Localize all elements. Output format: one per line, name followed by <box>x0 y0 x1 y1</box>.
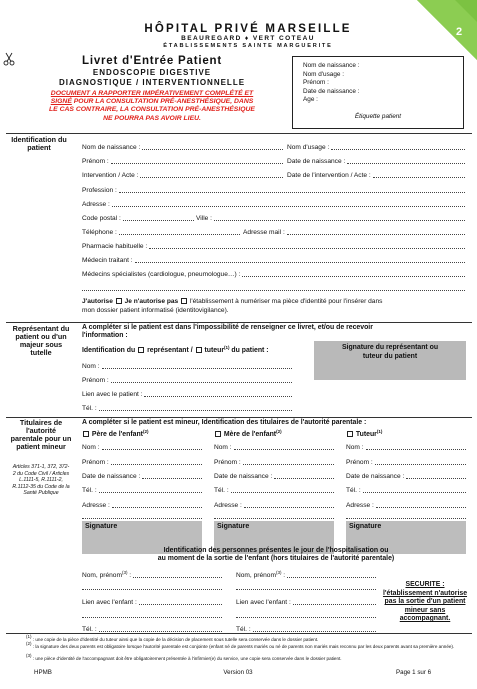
representant-lien[interactable] <box>82 390 292 398</box>
pere-prenom-label: Prénom : <box>82 459 109 466</box>
warning-text <box>18 90 286 123</box>
section-title-titulaires: Titulaires de l'autorité parentale pour un patient mineur <box>10 418 72 451</box>
presents-title1: Identification des personnes présentes le jour de l'hospitalisation ou <box>163 547 389 554</box>
label-pharmacie: Pharmacie habituelle : <box>82 243 148 250</box>
scissors-icon <box>3 52 15 66</box>
pere-checkbox[interactable] <box>83 431 89 437</box>
section-title-identification: Identification du patient <box>11 135 67 152</box>
field-pharmacie[interactable] <box>82 242 465 250</box>
autorise-pas-label: Je n'autorise pas <box>124 298 179 305</box>
field-specialistes[interactable] <box>82 270 465 278</box>
tuteur-prenom-label: Prénom : <box>346 459 373 466</box>
autorise-pas-checkbox[interactable] <box>181 298 187 304</box>
warning-underlined: DOCUMENT A RAPPORTER IMPÉRATIVEMENT COMPLÉTÉ ET <box>50 90 254 97</box>
footer-center: Version 03 <box>223 669 253 676</box>
presents-title2: au moment de la sortie de l'enfant (hors titulaires de l'autorité parentale) <box>157 555 395 563</box>
representant-signature-label: Signature du représentant ou tuteur du patient <box>341 344 439 360</box>
pere-nom-label: Nom : <box>82 444 100 451</box>
mere-signature-label: Signature <box>217 523 250 530</box>
etiquette-fields <box>303 62 360 105</box>
divider-representant <box>6 322 472 323</box>
tuteur-adresse[interactable] <box>346 501 466 509</box>
page-number: 2 <box>456 26 463 38</box>
field-nom-naissance[interactable] <box>82 143 283 151</box>
divider-titulaires <box>6 417 472 418</box>
representant-prenom[interactable] <box>82 376 292 384</box>
field-intervention[interactable] <box>82 171 283 179</box>
warning-t1: POUR LA CONSULTATION PRÉ-ANESTHÉSIQUE, DANS <box>71 98 254 106</box>
field-nom-usage[interactable] <box>287 143 465 151</box>
representant-nom[interactable] <box>82 362 292 370</box>
representant-signature-box[interactable] <box>314 341 466 380</box>
mere-checkbox[interactable] <box>215 431 221 437</box>
section-title-representant: Représentant du patient ou d'un majeur sous tutelle <box>12 324 70 357</box>
present2-nom-line2[interactable] <box>236 583 376 591</box>
col-mere-sup: (2) <box>276 429 282 434</box>
representant-tel-label: Tél. : <box>82 405 97 412</box>
pere-prenom[interactable] <box>82 458 202 466</box>
field-medecin[interactable] <box>82 256 465 264</box>
titulaires-intro: A compléter si le patient est mineur, Identification des titulaires de l'autorité parentale : <box>82 419 367 426</box>
label-date-intervention: Date de l'intervention / Acte : <box>287 172 371 179</box>
col-pere-label: Père de l'enfant <box>91 431 143 438</box>
present1-tel[interactable] <box>82 625 222 633</box>
representant-ident-d: du patient : <box>229 347 269 354</box>
representant-ident-a: Identification du <box>82 347 136 354</box>
pere-tel[interactable] <box>82 486 202 494</box>
field-prenom[interactable] <box>82 157 283 165</box>
tuteur-nom[interactable] <box>346 443 466 451</box>
present2-lien-label: Lien avec l'enfant : <box>236 599 291 606</box>
label-profession: Profession : <box>82 187 117 194</box>
representant-intro <box>82 324 470 341</box>
representant-nom-label: Nom : <box>82 363 100 370</box>
present2-sup: (3) <box>275 570 282 575</box>
representant-lien-label: Lien avec le patient : <box>82 391 143 398</box>
tuteur-checkbox[interactable] <box>196 347 202 353</box>
hospital-sub1: BEAUREGARD ♦ VERT COTEAU <box>181 35 315 42</box>
footnote-2-marker: (2) <box>26 641 32 646</box>
present1-sup: (3) <box>121 570 128 575</box>
col-pere-sup: (2) <box>142 429 149 434</box>
label-medecin: Médecin traitant : <box>82 257 133 264</box>
mere-adresse-label: Adresse : <box>214 502 242 509</box>
autorise-label: J'autorise <box>82 298 113 305</box>
col-mere-label: Mère de l'enfant <box>223 431 277 438</box>
col-tuteur-label: Tuteur <box>355 431 377 438</box>
autorise-checkbox[interactable] <box>116 298 122 304</box>
label-nom-usage: Nom d'usage : <box>287 144 330 151</box>
title-line2: ENDOSCOPIE DIGESTIVE <box>92 68 212 77</box>
footnote-3-marker: (3) <box>26 653 32 658</box>
tuteur-signature-label: Signature <box>349 523 382 530</box>
field-date-intervention[interactable] <box>287 171 465 179</box>
tuteur-adresse-2[interactable] <box>346 512 466 520</box>
mere-tel[interactable] <box>214 486 334 494</box>
representant-ident-b: représentant / <box>147 347 193 354</box>
col-tuteur-sup: (1) <box>376 429 383 434</box>
tuteur-prenom[interactable] <box>346 458 466 466</box>
footer-right: Page 1 sur 6 <box>396 669 432 676</box>
field-ville[interactable] <box>196 214 465 222</box>
representant-tel[interactable] <box>82 404 292 412</box>
tuteur-nom-label: Nom : <box>346 444 364 451</box>
etiquette-age: Age : <box>303 96 318 104</box>
present1-tel-label: Tél. : <box>82 626 97 633</box>
representant-intro2: l'information : <box>82 332 128 340</box>
mere-nom[interactable] <box>214 443 334 451</box>
mere-date-label: Date de naissance : <box>214 473 273 480</box>
present2-lien-line2[interactable] <box>236 611 376 619</box>
autorisation-text <box>82 298 470 316</box>
mere-date[interactable] <box>214 472 334 480</box>
autorise-text-c: l'établissement à numériser ma pièce d'identité pour l'insérer dans <box>189 298 383 305</box>
representant-checkbox[interactable] <box>138 347 144 353</box>
present2-lien[interactable] <box>236 598 376 606</box>
footnote-3 <box>26 653 466 662</box>
footer-left: HPMB <box>34 669 52 676</box>
label-intervention: Intervention / Acte : <box>82 172 139 179</box>
warning-l3: NE POURRA PAS AVOIR LIEU. <box>103 114 201 122</box>
field-date-naissance[interactable] <box>287 157 465 165</box>
tuteur-date[interactable] <box>346 472 466 480</box>
tuteur-tel-label: Tél. : <box>346 487 361 494</box>
label-adresse: Adresse : <box>82 201 110 208</box>
presents-title <box>82 547 470 564</box>
footnote-2 <box>26 641 466 650</box>
representant-ident-c: tuteur <box>204 347 225 354</box>
tuteur-date-label: Date de naissance : <box>346 473 405 480</box>
warning-l2: LE CAS CONTRAIRE, LA CONSULTATION PRÉ-ANESTHÉSIQUE <box>49 106 255 114</box>
etiquette-caption: Étiquette patient <box>354 113 402 120</box>
page-badge <box>417 0 477 60</box>
footnote-1-marker: (1) <box>26 634 32 639</box>
field-telephone[interactable] <box>82 228 240 236</box>
present2-tel[interactable] <box>236 625 376 633</box>
pere-adresse[interactable] <box>82 501 202 509</box>
present1-nom-prenom[interactable]: Nom, prénom$^{(3)}$ : <box>82 570 222 579</box>
pere-date[interactable] <box>82 472 202 480</box>
col-pere-header <box>82 429 148 438</box>
present2-nom-label: Nom, prénom <box>236 572 276 579</box>
autorise-text-d: mon dossier patient informatisé (identitovigilance). <box>82 306 229 314</box>
tuteur-adresse-label: Adresse : <box>346 502 374 509</box>
representant-intro1: A compléter si le patient est dans l'impossibilité de renseigner ce livret, et/ou de recevoir <box>82 324 373 331</box>
pere-date-label: Date de naissance : <box>82 473 141 480</box>
col-mere-header <box>214 429 282 438</box>
tuteur-tel[interactable] <box>346 486 466 494</box>
representant-ident <box>82 345 269 354</box>
present2-tel-label: Tél. : <box>236 626 251 633</box>
pere-tel-label: Tél. : <box>82 487 97 494</box>
hospital-name: HÔPITAL PRIVÉ MARSEILLE <box>144 23 352 35</box>
label-adresse-mail: Adresse mail : <box>243 229 285 236</box>
pere-signature-label: Signature <box>85 523 118 530</box>
present1-lien-label: Lien avec l'enfant : <box>82 599 137 606</box>
pere-adresse-2[interactable] <box>82 512 202 520</box>
field-adresse[interactable] <box>82 200 465 208</box>
mere-prenom-label: Prénom : <box>214 459 241 466</box>
divider-identification <box>6 133 472 134</box>
etiquette-date-naissance: Date de naissance : <box>303 87 360 95</box>
label-code-postal: Code postal : <box>82 215 121 222</box>
field-code-postal[interactable] <box>82 214 194 222</box>
field-profession[interactable] <box>82 186 465 194</box>
etiquette-prenom: Prénom : <box>303 79 329 87</box>
footnote-3-text: : une pièce d'identité de l'accompagnant doit être obligatoirement présentée à l'infirmier(e) du service, une copie sera conservée dans le dossier patient. <box>32 656 342 661</box>
warning-signe: SIGNÉ <box>50 98 72 106</box>
mere-tel-label: Tél. : <box>214 487 229 494</box>
label-prenom: Prénom : <box>82 158 109 165</box>
etiquette-nom-usage: Nom d'usage : <box>303 70 345 78</box>
pere-adresse-label: Adresse : <box>82 502 110 509</box>
mere-prenom[interactable] <box>214 458 334 466</box>
present2-nom-prenom[interactable]: Nom, prénom$^{(3)}$ : <box>236 570 376 579</box>
footnote-1-text: : une copie de la pièce d'identité du tuteur ainsi que la copie de la décision de placement sous tutelle sera conservée dans le dossier patient. <box>32 637 319 642</box>
representant-ident-sup: (1) <box>224 345 230 350</box>
pere-nom[interactable] <box>82 443 202 451</box>
label-specialistes: Médecins spécialistes (cardiologue, pneumologue…) : <box>82 271 241 278</box>
present1-lien-line2[interactable] <box>82 611 222 619</box>
mere-adresse[interactable] <box>214 501 334 509</box>
col-tuteur-header <box>346 429 382 438</box>
footnote-2-text: : la signature des deux parents est obligatoire lorsque l'autorité parentale est conjointe (enfant né de parents mariés ou né de parents non mariés mais reconnu par les deux parents avant sa première année). <box>32 644 455 649</box>
present1-nom-label: Nom, prénom <box>82 572 122 579</box>
label-nom-naissance: Nom de naissance : <box>82 144 141 151</box>
label-telephone: Téléphone : <box>82 229 117 236</box>
field-adresse-mail[interactable] <box>243 228 465 236</box>
title-main: Livret d'Entrée Patient <box>82 55 222 67</box>
field-specialistes-line2[interactable] <box>82 284 465 292</box>
securite-note <box>382 581 468 624</box>
representant-prenom-label: Prénom : <box>82 377 109 384</box>
mere-nom-label: Nom : <box>214 444 232 451</box>
securite-text: SECURITE : l'établissement n'autorise pas la sortie d'un patient mineur sans accompagnant. <box>382 581 468 623</box>
label-date-naissance: Date de naissance : <box>287 158 346 165</box>
label-ville: Ville : <box>196 215 213 222</box>
etiquette-nom-naissance: Nom de naissance : <box>303 62 360 69</box>
titulaires-articles: Articles 371-1, 372, 372-2 du Code Civil / Articles L.1111-5, R.1111-2, R.1112-35 du Code de la Santé Publique <box>12 464 70 497</box>
mere-adresse-2[interactable] <box>214 512 334 520</box>
tuteur-col-checkbox[interactable] <box>347 431 353 437</box>
title-line3: DIAGNOSTIQUE / INTERVENTIONNELLE <box>58 78 246 87</box>
present1-lien[interactable] <box>82 598 222 606</box>
present1-nom-line2[interactable] <box>82 583 222 591</box>
hospital-sub2: ÉTABLISSEMENTS SAINTE MARGUERITE <box>163 43 333 49</box>
